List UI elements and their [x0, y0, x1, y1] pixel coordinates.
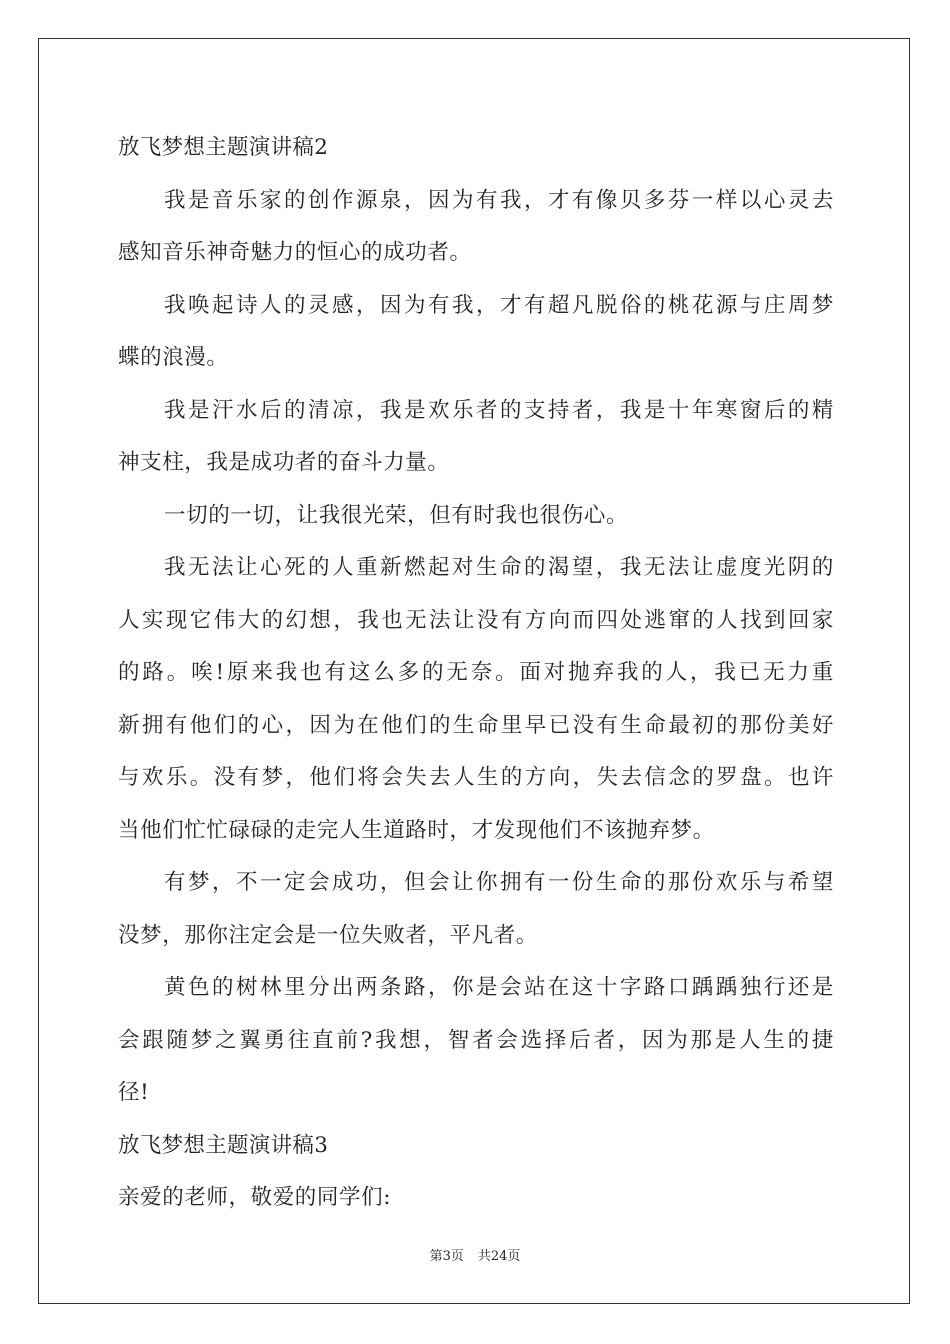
- paragraph-line: 我是汗水后的清凉，我是欢乐者的支持者，我是十年寒窗后的精: [164, 397, 834, 423]
- paragraph-line: 一切的一切，让我很光荣，但有时我也很伤心。: [164, 502, 629, 528]
- paragraph-line: 径!: [118, 1080, 150, 1105]
- document-body: [118, 122, 834, 1225]
- paragraph-line: 没梦，那你注定会是一位失败者，平凡者。: [118, 922, 538, 948]
- salutation-line: 亲爱的老师，敬爱的同学们:: [118, 1185, 392, 1210]
- paragraph-line: 我唤起诗人的灵感，因为有我，才有超凡脱俗的桃花源与庄周梦: [164, 292, 834, 318]
- paragraph-line: 有梦，不一定会成功，但会让你拥有一份生命的那份欢乐与希望: [164, 870, 834, 895]
- paragraph-line: 神支柱，我是成功者的奋斗力量。: [118, 450, 450, 475]
- paragraph-line: 黄色的树林里分出两条路，你是会站在这十字路口踽踽独行还是: [164, 975, 834, 1000]
- page-total: 共24页: [477, 1249, 521, 1264]
- paragraph-line: 人实现它伟大的幻想，我也无法让没有方向而四处逃窜的人找到回家: [118, 607, 834, 633]
- page-number: 第3页: [429, 1249, 464, 1264]
- paragraph-line: 感知音乐神奇魅力的恒心的成功者。: [118, 240, 472, 265]
- paragraph-line: 我无法让心死的人重新燃起对生命的渴望，我无法让虚度光阴的: [164, 555, 834, 580]
- paragraph-line: 蝶的浪漫。: [118, 345, 229, 370]
- paragraph-line: 与欢乐。没有梦，他们将会失去人生的方向，失去信念的罗盘。也许: [118, 765, 834, 790]
- section-heading: 放飞梦想主题演讲稿3: [118, 1132, 329, 1158]
- section-heading: 放飞梦想主题演讲稿2: [118, 135, 329, 160]
- page-footer: [0, 1245, 950, 1264]
- paragraph-line: 会跟随梦之翼勇往直前?我想，智者会选择后者，因为那是人生的捷: [118, 1027, 834, 1053]
- paragraph-line: 新拥有他们的心，因为在他们的生命里早已没有生命最初的那份美好: [118, 712, 834, 738]
- paragraph-line: 当他们忙忙碌碌的走完人生道路时，才发现他们不该抛弃梦。: [118, 817, 715, 843]
- paragraph-line: 我是音乐家的创作源泉，因为有我，才有像贝多芬一样以心灵去: [164, 187, 834, 213]
- paragraph-line: 的路。唉!原来我也有这么多的无奈。面对抛弃我的人，我已无力重: [118, 660, 834, 685]
